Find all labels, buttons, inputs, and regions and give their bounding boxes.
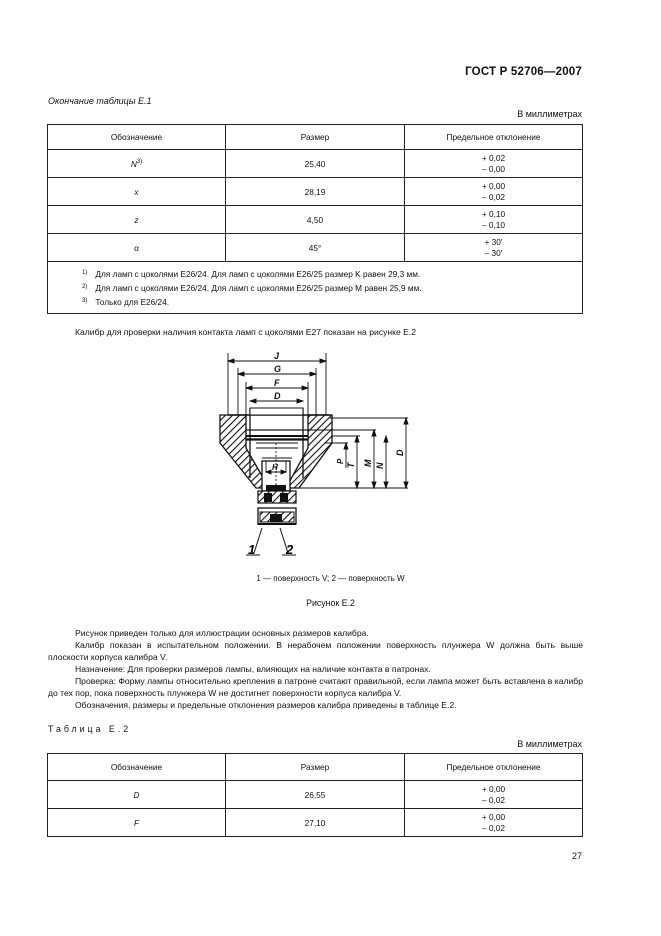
footnote: $^{3)}$ Только для Е26/24. [82, 297, 170, 307]
dim-label-g: G [274, 364, 282, 374]
cell-deviation: + 0,00 – 0,02 [405, 781, 583, 809]
table1-caption: Окончание таблицы Е.1 [48, 96, 152, 106]
col-header-deviation: Предельное отклонение [405, 754, 583, 781]
figure-title: Рисунок Е.2 [306, 598, 355, 608]
callout-2: 2 [286, 542, 294, 557]
callout-1: 1 [248, 542, 256, 557]
cell-size: 45° [226, 234, 405, 262]
dim-label-d: D [274, 391, 281, 401]
figure-legend: 1 — поверхность V; 2 — поверхность W [256, 574, 405, 583]
paragraph: Калибр показан в испытательном положении. В нерабочем положении поверхность плунжера W должна быть выше плоскости корпуса калибра V. [48, 640, 583, 662]
dim-label-h: H [272, 463, 278, 472]
dim-label-p: P [336, 458, 345, 464]
body-text [48, 627, 583, 711]
col-header-size: Размер [226, 754, 405, 781]
cell-deviation: + 30′ – 30′ [405, 234, 583, 262]
cell-deviation: + 0,00 – 0,02 [405, 809, 583, 837]
col-header-deviation: Предельное отклонение [405, 125, 583, 150]
page-number: 27 [571, 851, 582, 861]
dim-label-n: N [375, 462, 385, 469]
gauge-drawing [200, 348, 440, 570]
table-row [48, 234, 583, 262]
cell-deviation: + 0,10 – 0,10 [405, 206, 583, 234]
dim-label-d-height: D [395, 449, 405, 456]
cell-deviation: + 0,02 – 0,00 [405, 150, 583, 178]
col-header-designation: Обозначение [48, 754, 226, 781]
table-row [48, 178, 583, 206]
table-row [48, 206, 583, 234]
table-e1-end [47, 124, 583, 314]
table2-units: В миллиметрах [517, 739, 582, 749]
paragraph: Обозначения, размеры и предельные отклонения размеров калибра приведены в таблице Е.2. [75, 700, 457, 710]
paragraph: Рисунок приведен только для иллюстрации основных размеров калибра. [75, 628, 369, 638]
footnote: $^{1)}$ Для ламп с цоколями Е26/24. Для ламп с цоколями Е26/25 размер K равен 29,3 мм. [82, 269, 421, 279]
dim-label-j: J [274, 351, 280, 361]
table-header-row [48, 125, 583, 150]
cell-symbol: $N^{3)}$ [48, 150, 226, 178]
cell-size: 28,19 [226, 178, 405, 206]
paragraph: Назначение: Для проверки размеров лампы, влияющих на наличие контакта в патронах. [75, 664, 431, 674]
table-row [48, 781, 583, 809]
footnote: $^{2)}$ Для ламп с цоколями Е26/24. Для ламп с цоколями Е26/25 размер M равен 25,9 мм. [82, 283, 422, 293]
table-row [48, 150, 583, 178]
cell-deviation: + 0,00 – 0,02 [405, 178, 583, 206]
cell-symbol: F [48, 809, 226, 837]
cell-size: 25,40 [226, 150, 405, 178]
cell-symbol: α [48, 234, 226, 262]
dim-label-m: M [363, 459, 373, 467]
dim-label-f: F [274, 378, 280, 388]
table1-units: В миллиметрах [517, 109, 582, 119]
cell-symbol: D [48, 781, 226, 809]
paragraph: Проверка: Форму лампы относительно крепления в патроне считают правильной, если лампа может быть вставлена в калибр до тех пор, пока поверхность плунжера W не достигнет поверхности корпуса калибра V. [48, 676, 583, 698]
col-header-size: Размер [226, 125, 405, 150]
table2-title: Таблица Е.2 [48, 724, 132, 734]
table-row [48, 809, 583, 837]
cell-size: 4,50 [226, 206, 405, 234]
cell-size: 26,55 [226, 781, 405, 809]
col-header-designation: Обозначение [48, 125, 226, 150]
footnotes [48, 262, 583, 314]
table-e2 [47, 753, 583, 837]
cell-symbol: x [48, 178, 226, 206]
table-header-row [48, 754, 583, 781]
footnotes-row [48, 262, 583, 314]
figure-intro-text: Калибр для проверки наличия контакта ламп с цоколями Е27 показан на рисунке Е.2 [75, 327, 417, 337]
cell-symbol: z [48, 206, 226, 234]
cell-size: 27,10 [226, 809, 405, 837]
dim-label-t: T [346, 462, 356, 468]
document-code: ГОСТ Р 52706—2007 [465, 66, 582, 78]
